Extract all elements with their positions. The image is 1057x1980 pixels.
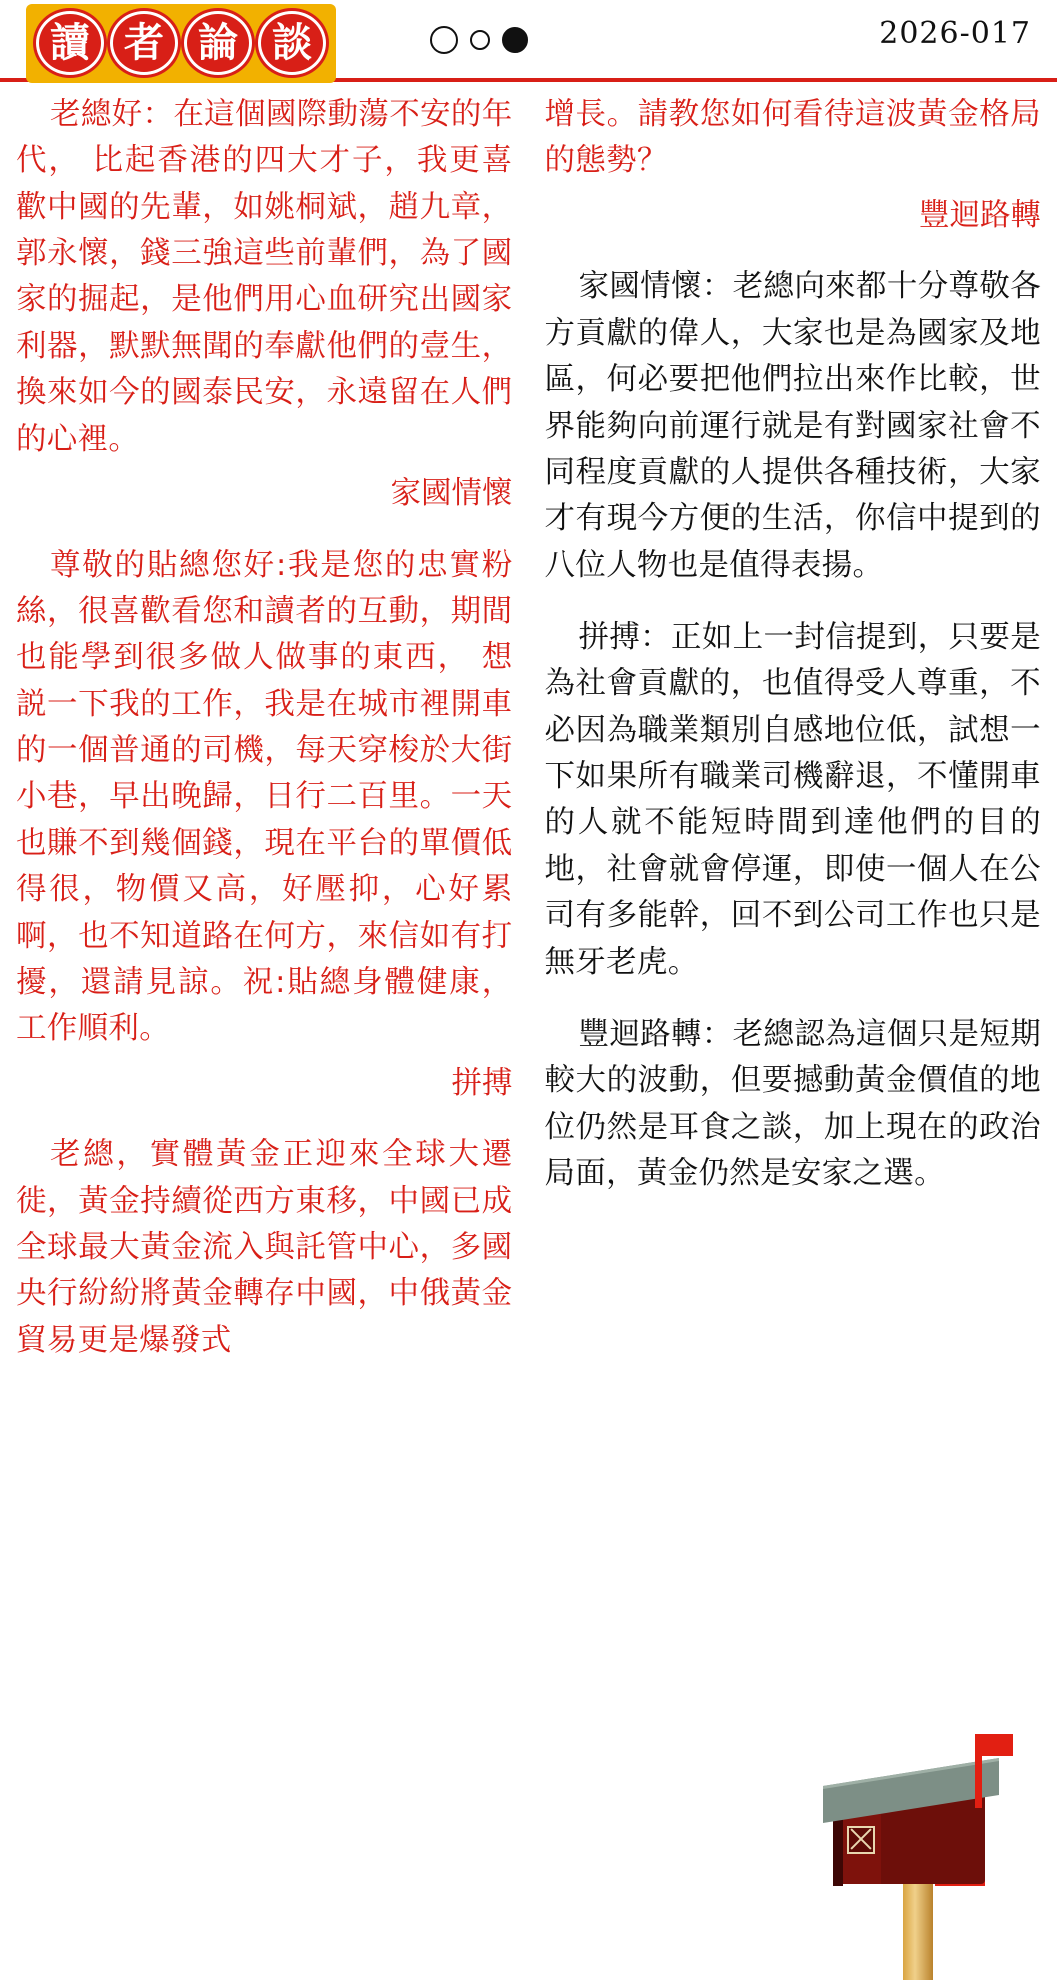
letter-1-body: 老總好：在這個國際動蕩不安的年代， 比起香港的四大才子，我更喜歡中國的先輩，如姚桐斌，趙九章，郭永懷，錢三強這些前輩們，為了國家的掘起，是他們用心血研究出國家利器，默默無聞的奉獻他們的壹生，換來如今的國泰民安，永遠留在人們的心裡。 bbox=[16, 97, 513, 457]
logo-char-4: 談 bbox=[258, 11, 326, 75]
circle-outline-small-icon bbox=[470, 30, 490, 50]
publication-logo bbox=[28, 6, 334, 81]
left-column bbox=[16, 92, 529, 1980]
circle-outline-large-icon bbox=[430, 26, 458, 54]
reply-2-body: 拼搏：正如上一封信提到，只要是為社會貢獻的，也值得受人尊重，不必因為職業類別自感地位低，試想一下如果所有職業司機辭退，不懂開車的人就不能短時間到達他們的目的地，社會就會停運，即使一個人在公司有多能幹，回不到公司工作也只是無牙老虎。 bbox=[544, 619, 1041, 980]
right-column bbox=[529, 92, 1042, 1980]
issue-number: 2026-017 bbox=[879, 16, 1031, 51]
logo-char-1: 讀 bbox=[36, 11, 104, 75]
mailbox-window bbox=[847, 1826, 875, 1854]
decorative-dots bbox=[430, 26, 528, 54]
letter-3-body: 老總，實體黃金正迎來全球大遷徙，黃金持續從西方東移，中國已成全球最大黃金流入與託管中心，多國央行紛紛將黃金轉存中國，中俄黃金貿易更是爆發式 bbox=[16, 1137, 513, 1358]
reply-1-body: 家國情懷：老總向來都十分尊敬各方貢獻的偉人，大家也是為國家及地區，何必要把他們拉出來作比較，世界能夠向前運行就是有對國家社會不同程度貢獻的人提供各種技術，大家才有現今方便的生活，你信中提到的八位人物也是值得表揚。 bbox=[544, 269, 1041, 583]
letter-3-body-continued: 增長。請教您如何看待這波黃金格局的態勢？ bbox=[544, 97, 1041, 179]
logo-char-3: 論 bbox=[184, 11, 252, 75]
mailbox-flag bbox=[975, 1734, 1013, 1756]
reply-3-body: 豐迴路轉：老總認為這個只是短期較大的波動，但要撼動黃金價值的地位仍然是耳食之談，加上現在的政治局面，黃金仍然是安家之選。 bbox=[544, 1016, 1041, 1191]
letter-3-signature: 豐迴路轉 bbox=[919, 197, 1041, 233]
logo-char-2: 者 bbox=[110, 11, 178, 75]
letter-2-body: 尊敬的貼總您好:我是您的忠實粉絲，很喜歡看您和讀者的互動，期間也能學到很多做人做事的東西， 想説一下我的工作，我是在城市裡開車的一個普通的司機，每天穿梭於大街小巷，早出晚歸，日行二百里。一天也賺不到幾個錢，現在平台的單價低得很，物價又高，好壓抑，心好累啊，也不知道路在何方，來信如有打擾，還請見諒。祝:貼總身體健康，工作順利。 bbox=[16, 547, 513, 1047]
circle-filled-icon bbox=[502, 27, 528, 53]
masthead bbox=[0, 0, 1057, 82]
mailbox-illustration bbox=[817, 1730, 1047, 1980]
article-columns bbox=[0, 82, 1057, 1980]
letter-1-signature: 家國情懷 bbox=[390, 475, 513, 511]
letter-2-signature: 拼搏 bbox=[451, 1065, 513, 1101]
